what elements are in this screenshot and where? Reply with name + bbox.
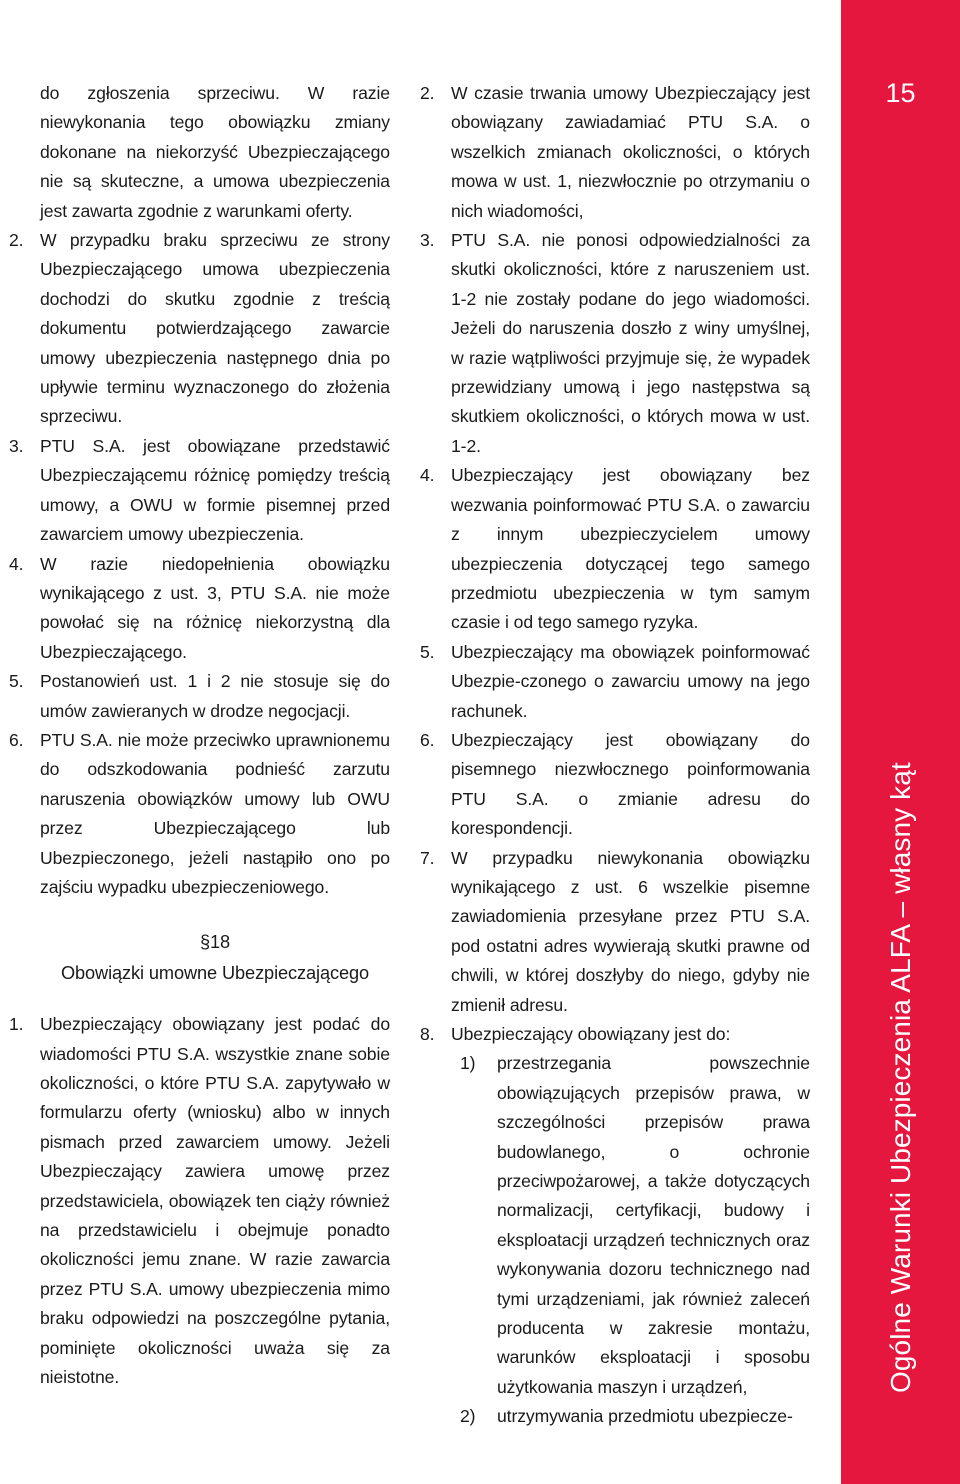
list-item bbox=[420, 461, 810, 637]
sidebar-title: Ogólne Warunki Ubezpieczenia ALFA – własny kąt bbox=[885, 762, 916, 1393]
item-text: W przypadku niewykonania obowiązku wynikającego z ust. 6 wszelkie pisemne zawiadomienia przesyłane przez PTU S.A. pod ostatni adres wywierają skutki prawne od chwili, w której doszłyby do niego, gdyby nie zmienił adresu. bbox=[451, 847, 810, 1015]
list-item bbox=[9, 432, 390, 550]
item-number: 7. bbox=[420, 847, 435, 868]
item-number: 8. bbox=[420, 1024, 435, 1044]
list-item bbox=[9, 550, 390, 668]
right-column bbox=[420, 79, 810, 1432]
item-number: 4. bbox=[9, 553, 24, 574]
sub-item-number: 1) bbox=[460, 1053, 476, 1074]
list-item bbox=[9, 726, 390, 902]
item-text: Ubezpieczający obowiązany jest podać do wiadomości PTU S.A. wszystkie znane sobie okoliczności, o które PTU S.A. zapytywało w formularzu oferty (wniosku) albo w innych pismach przed zawarciem umowy. Jeżeli Ubezpieczający zawiera umowę przez przedstawiciela, obowiązek ten ciąży również na przedstawicielu i obejmuje ponadto okoliczności jemu znane. W razie zawarcia przez PTU S.A. umowy ubezpieczenia mimo braku odpowiedzi na poszczególne pytania, pominięte okoliczności uważa się za nieistotne. bbox=[40, 1014, 390, 1388]
sub-list-item bbox=[420, 1049, 810, 1402]
section-title: Obowiązki umowne Ubezpieczającego bbox=[60, 962, 370, 983]
section-heading bbox=[9, 928, 390, 988]
item-number: 6. bbox=[9, 729, 24, 750]
item-text: PTU S.A. jest obowiązane przedstawić Ubezpieczającemu różnicę pomiędzy treścią umowy, a OWU w formie pisemnej przed zawarciem umowy ubezpieczenia. bbox=[40, 435, 390, 545]
page-number: 15 bbox=[885, 78, 916, 108]
list-item bbox=[420, 844, 810, 1020]
item-text: Ubezpieczający obowiązany jest do: bbox=[451, 1024, 731, 1044]
list-item bbox=[420, 1020, 810, 1049]
item-text: PTU S.A. nie może przeciwko uprawnionemu do odszkodowania podnieść zarzutu naruszenia obowiązków umowy lub OWU przez Ubezpieczającego lub Ubezpieczonego, jeżeli nastąpiło ono po zajściu wypadku ubezpieczeniowego. bbox=[40, 729, 390, 897]
sub-item-number: 2) bbox=[460, 1406, 476, 1427]
item-text: W czasie trwania umowy Ubezpieczający jest obowiązany zawiadamiać PTU S.A. o wszelkich zmianach okoliczności, o których mowa w ust. 1, niezwłocznie po otrzymaniu o nich wiadomości, bbox=[451, 83, 810, 221]
item-number: 3. bbox=[420, 230, 435, 251]
item-number: 3. bbox=[9, 435, 24, 456]
sub-list-item bbox=[420, 1402, 810, 1431]
item-number: 2. bbox=[420, 83, 435, 103]
list-item bbox=[420, 726, 810, 844]
item-text: Ubezpieczający ma obowiązek poinformować Ubezpie-czonego o zawarciu umowy na jego rachunek. bbox=[451, 641, 810, 721]
sidebar-band bbox=[841, 0, 960, 1484]
item-number: 2. bbox=[9, 230, 24, 251]
list-item bbox=[9, 667, 390, 726]
item-text: W przypadku braku sprzeciwu ze strony Ubezpieczającego umowa ubezpieczenia dochodzi do skutku zgodnie z treścią dokumentu potwierdzającego zawarcie umowy ubezpieczenia następnego dnia po upływie terminu wyznaczonego do złożenia sprzeciwu. bbox=[40, 230, 390, 427]
continuation-paragraph: do zgłoszenia sprzeciwu. W razie niewykonania tego obowiązku zmiany dokonane na niekorzyść Ubezpieczającego nie są skuteczne, a umowa ubezpieczenia jest zawarta zgodnie z warunkami oferty. bbox=[40, 83, 390, 221]
item-number: 5. bbox=[420, 641, 435, 662]
left-column bbox=[9, 79, 390, 1392]
sub-item-text: utrzymywania przedmiotu ubezpiecze- bbox=[497, 1406, 793, 1427]
list-item bbox=[420, 638, 810, 726]
list-item bbox=[9, 1010, 390, 1392]
item-text: Ubezpieczający jest obowiązany do pisemnego niezwłocznego poinformowania PTU S.A. o zmianie adresu do korespondencji. bbox=[451, 729, 810, 839]
item-text: Ubezpieczający jest obowiązany bez wezwania poinformować PTU S.A. o zawarciu z innym ubezpieczycielem umowy ubezpieczenia dotyczącej tego samego przedmiotu ubezpieczenia w tym samym czasie i od tego samego ryzyka. bbox=[451, 465, 810, 633]
section-number: §18 bbox=[199, 932, 231, 953]
item-number: 1. bbox=[9, 1014, 24, 1035]
item-number: 5. bbox=[9, 671, 24, 692]
list-item bbox=[9, 226, 390, 432]
item-text: PTU S.A. nie ponosi odpowiedzialności za skutki okoliczności, które z naruszeniem ust. 1-2 nie zostały podane do jego wiadomości. Jeżeli do naruszenia doszło z winy umyślnej, w razie wątpliwości przyjmuje się, że wypadek przewidziany umową i jego następstwa są skutkiem okoliczności, o których mowa w ust. 1-2. bbox=[451, 230, 810, 456]
item-text: Postanowień ust. 1 i 2 nie stosuje się do umów zawieranych w drodze negocjacji. bbox=[40, 671, 390, 721]
sub-item-text: przestrzegania powszechnie obowiązujących przepisów prawa, w szczególności przepisów prawa budowlanego, o ochronie przeciwpożarowej, a także dotyczących normalizacji, certyfikacji, budowy i eksploatacji urządzeń technicznych oraz wykonywania dozoru technicznego nad tymi urządzeniami, jak również zaleceń producenta w zakresie montażu, warunków eksploatacji i sposobu użytkowania maszyn i urządzeń, bbox=[497, 1053, 810, 1397]
list-item bbox=[420, 79, 810, 226]
list-item bbox=[420, 226, 810, 461]
item-text: W razie niedopełnienia obowiązku wynikającego z ust. 3, PTU S.A. nie może powołać się na różnicę niekorzystną dla Ubezpieczającego. bbox=[40, 553, 390, 662]
item-number: 4. bbox=[420, 465, 435, 486]
item-number: 6. bbox=[420, 729, 435, 750]
